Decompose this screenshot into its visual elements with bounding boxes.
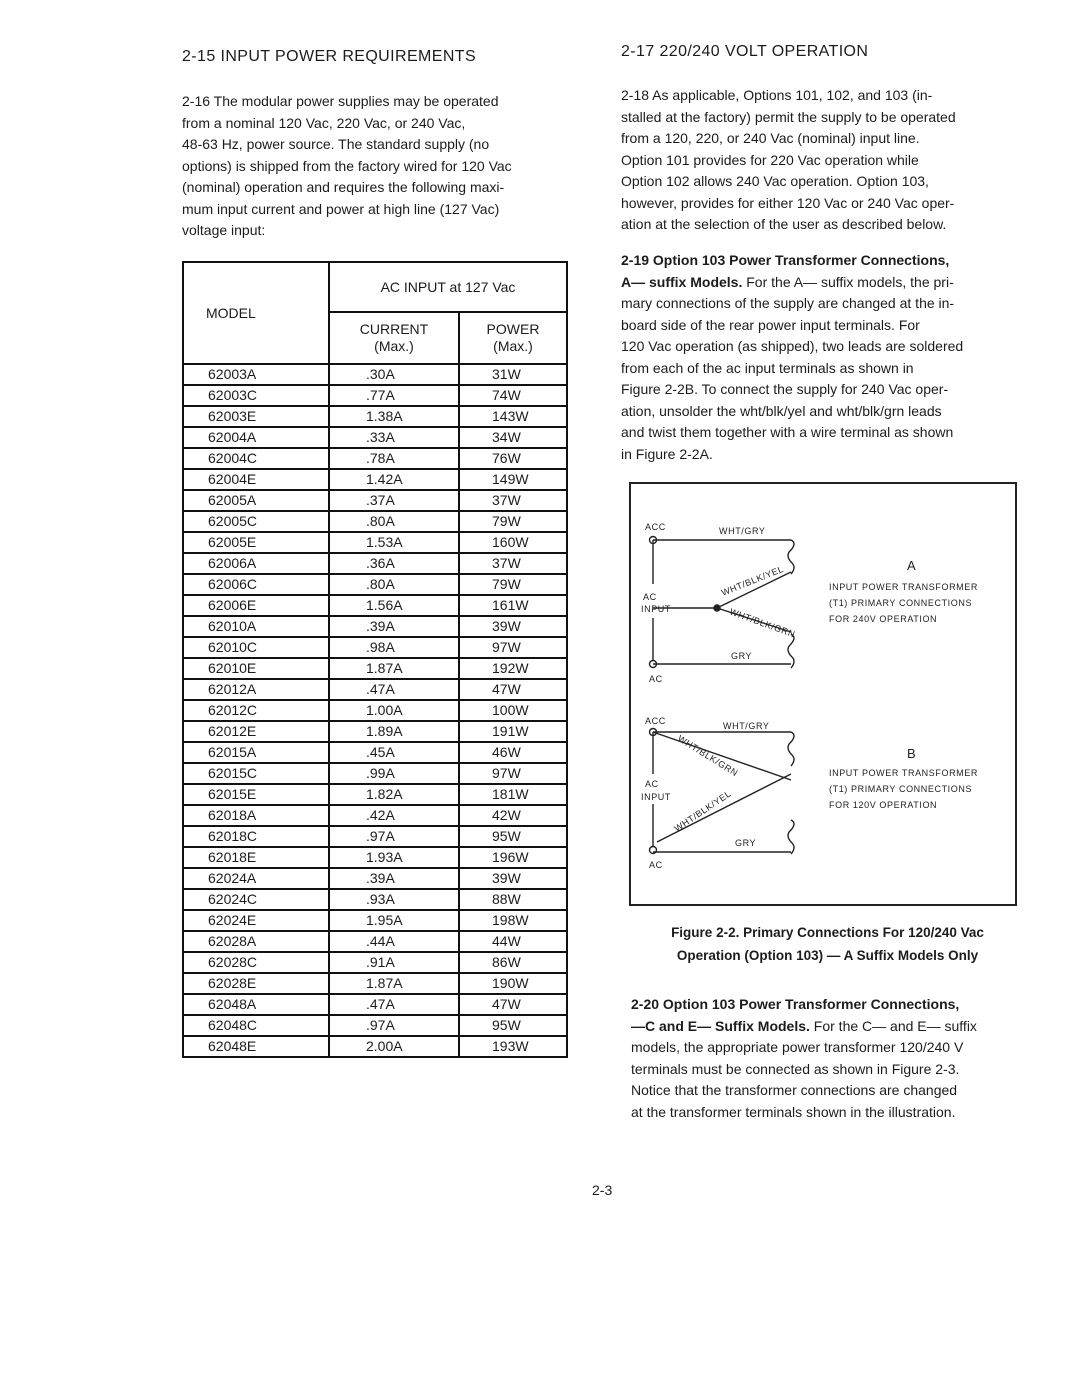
table-row [183, 931, 567, 952]
power-cell: 46W [459, 742, 567, 763]
current-cell: .97A [329, 826, 459, 847]
label-wht-blk-grn-a: WHT/BLK/GRN [728, 606, 797, 640]
model-cell: 62003C [183, 385, 329, 406]
model-cell: 62010E [183, 658, 329, 679]
para-line [621, 250, 1021, 272]
current-cell: .80A [329, 511, 459, 532]
model-cell: 62024A [183, 868, 329, 889]
power-cell: 198W [459, 910, 567, 931]
table-row [183, 700, 567, 721]
power-cell: 95W [459, 1015, 567, 1036]
table-row [183, 385, 567, 406]
power-cell: 192W [459, 658, 567, 679]
model-cell: 62012E [183, 721, 329, 742]
current-cell: .47A [329, 679, 459, 700]
label-desc-b-1: INPUT POWER TRANSFORMER [829, 768, 978, 778]
model-cell: 62004C [183, 448, 329, 469]
paragraph-2-16 [182, 91, 582, 242]
table-row [183, 847, 567, 868]
para-line: from each of the ac input terminals as shown in [621, 359, 914, 376]
page-number: 2-3 [592, 1182, 613, 1198]
table-row [183, 784, 567, 805]
current-cell: .47A [329, 994, 459, 1015]
current-cell: 1.89A [329, 721, 459, 742]
power-label: POWER [486, 321, 540, 337]
power-cell: 149W [459, 469, 567, 490]
label-gry-a: GRY [731, 651, 753, 661]
label-desc-a-1: INPUT POWER TRANSFORMER [829, 582, 978, 592]
power-sub: (Max.) [493, 338, 533, 354]
para-line: Notice that the transformer connections are changed [631, 1082, 958, 1098]
power-cell: 79W [459, 511, 567, 532]
table-row [183, 616, 567, 637]
power-cell: 95W [459, 826, 567, 847]
model-cell: 62006E [183, 595, 329, 616]
para-line: Option 102 allows 240 Vac operation. Option 103, [621, 173, 929, 189]
power-cell: 88W [459, 889, 567, 910]
current-cell: .39A [329, 616, 459, 637]
para-line: 2-16 The modular power supplies may be operated [182, 93, 499, 109]
table-row [183, 553, 567, 574]
para-line: ation, unsolder the wht/blk/yel and wht/blk/grn leads [621, 402, 942, 419]
para-line: stalled at the factory) permit the supply to be operated [621, 108, 956, 125]
table-row [183, 448, 567, 469]
p219-first-rest: For the A— suffix models, the pri- [742, 273, 954, 290]
label-desc-b-2: (T1) PRIMARY CONNECTIONS [829, 784, 973, 794]
label-wht-gry-a: WHT/GRY [719, 526, 766, 536]
current-label: CURRENT [359, 321, 429, 337]
current-cell: 1.53A [329, 532, 459, 553]
table-row [183, 721, 567, 742]
power-cell: 181W [459, 784, 567, 805]
model-cell: 62028C [183, 952, 329, 973]
para-line: board side of the rear power input terminals. For [621, 316, 920, 333]
label-input-b: INPUT [641, 792, 671, 802]
current-cell: 1.95A [329, 910, 459, 931]
current-cell: .33A [329, 427, 459, 448]
model-cell: 62015A [183, 742, 329, 763]
model-cell: 62048A [183, 994, 329, 1015]
power-cell: 191W [459, 721, 567, 742]
table-row [183, 763, 567, 784]
para-line: voltage input: [182, 222, 266, 238]
power-cell: 74W [459, 385, 567, 406]
label-ac-a: AC [643, 592, 657, 602]
model-cell: 62028E [183, 973, 329, 994]
current-cell: .36A [329, 553, 459, 574]
table-row [183, 973, 567, 994]
para-line: 2-18 As applicable, Options 101, 102, and 103 (in- [621, 87, 933, 103]
label-wht-blk-yel-a: WHT/BLK/YEL [720, 563, 786, 598]
current-cell: .91A [329, 952, 459, 973]
model-cell: 62003E [183, 406, 329, 427]
current-cell: 1.87A [329, 973, 459, 994]
power-cell: 37W [459, 553, 567, 574]
p219-subtitle: A— suffix Models. [621, 273, 743, 290]
current-cell: .37A [329, 490, 459, 511]
power-cell: 193W [459, 1036, 567, 1057]
label-wht-blk-grn-b: WHT/BLK/GRN [675, 733, 740, 779]
current-cell: .99A [329, 763, 459, 784]
current-cell: 1.93A [329, 847, 459, 868]
table-row [183, 1036, 567, 1057]
caption-line-2: Operation (Option 103) — A Suffix Models Only [676, 948, 979, 963]
diagram-a [650, 537, 795, 669]
paragraph-2-19 [621, 250, 1021, 465]
power-cell: 100W [459, 700, 567, 721]
para-line: terminals must be connected as shown in Figure 2-3. [631, 1060, 960, 1077]
table-row [183, 679, 567, 700]
para-line [631, 1016, 1031, 1038]
power-cell: 37W [459, 490, 567, 511]
power-cell: 47W [459, 994, 567, 1015]
label-desc-a-2: (T1) PRIMARY CONNECTIONS [829, 598, 973, 608]
table-row [183, 490, 567, 511]
label-desc-a-3: FOR 240V OPERATION [829, 614, 938, 624]
model-cell: 62004A [183, 427, 329, 448]
current-cell: .97A [329, 1015, 459, 1036]
label-letter-a: A [907, 558, 917, 573]
p220-subtitle: —C and E— Suffix Models. [631, 1017, 810, 1034]
power-cell: 161W [459, 595, 567, 616]
input-power-table [182, 261, 568, 1058]
label-ac-bottom-b: AC [649, 860, 663, 870]
label-input-a: INPUT [641, 604, 671, 614]
power-cell: 97W [459, 763, 567, 784]
model-cell: 62015E [183, 784, 329, 805]
current-cell: 1.87A [329, 658, 459, 679]
label-ac-b: AC [645, 779, 659, 789]
p219-title: 2-19 Option 103 Power Transformer Connections, [621, 252, 950, 268]
current-cell: .80A [329, 574, 459, 595]
power-cell: 79W [459, 574, 567, 595]
table-row [183, 469, 567, 490]
model-cell: 62024C [183, 889, 329, 910]
model-cell: 62006A [183, 553, 329, 574]
table-row [183, 658, 567, 679]
model-cell: 62003A [183, 364, 329, 385]
model-cell: 62028A [183, 931, 329, 952]
label-ac-bottom-a: AC [649, 674, 663, 684]
table-row [183, 532, 567, 553]
power-cell: 196W [459, 847, 567, 868]
paragraph-2-18 [621, 85, 1021, 236]
para-line [631, 994, 1031, 1016]
model-cell: 62004E [183, 469, 329, 490]
figure-2-2 [629, 482, 1017, 906]
table-row [183, 826, 567, 847]
power-cell: 86W [459, 952, 567, 973]
para-line: in Figure 2-2A. [621, 445, 713, 462]
model-header: MODEL [183, 262, 329, 364]
table-row [183, 637, 567, 658]
table-row [183, 889, 567, 910]
label-desc-b-3: FOR 120V OPERATION [829, 800, 938, 810]
power-cell: 42W [459, 805, 567, 826]
para-line: Option 101 provides for 220 Vac operation while [621, 151, 919, 168]
table-row [183, 910, 567, 931]
current-cell: .39A [329, 868, 459, 889]
table-row [183, 742, 567, 763]
table-row [183, 364, 567, 385]
para-line: ation at the selection of the user as described below. [621, 216, 947, 232]
model-cell: 62048C [183, 1015, 329, 1036]
power-cell: 143W [459, 406, 567, 427]
current-cell: .77A [329, 385, 459, 406]
current-cell: 1.42A [329, 469, 459, 490]
current-cell: .30A [329, 364, 459, 385]
current-cell: .93A [329, 889, 459, 910]
model-cell: 62012A [183, 679, 329, 700]
current-cell: 2.00A [329, 1036, 459, 1057]
p220-title: 2-20 Option 103 Power Transformer Connections, [631, 996, 960, 1012]
wiring-diagram [631, 484, 1015, 904]
para-line: however, provides for either 120 Vac or 240 Vac oper- [621, 194, 955, 211]
model-cell: 62012C [183, 700, 329, 721]
caption-line-1: Figure 2-2. Primary Connections For 120/240 Vac [671, 925, 984, 940]
label-wht-blk-yel-b: WHT/BLK/YEL [672, 788, 733, 834]
model-cell: 62006C [183, 574, 329, 595]
table-row [183, 406, 567, 427]
section-heading-2-17: 2-17 220/240 VOLT OPERATION [621, 43, 869, 60]
diagram-b-labels [641, 716, 978, 870]
para-line: at the transformer terminals shown in the illustration. [631, 1103, 956, 1120]
p220-first-rest: For the C— and E— suffix [809, 1017, 977, 1034]
table-row [183, 574, 567, 595]
para-line: models, the appropriate power transformer 120/240 V [631, 1039, 964, 1055]
current-cell: .98A [329, 637, 459, 658]
model-cell: 62048E [183, 1036, 329, 1057]
table-row [183, 511, 567, 532]
current-cell: .44A [329, 931, 459, 952]
current-cell: 1.38A [329, 406, 459, 427]
current-cell: 1.56A [329, 595, 459, 616]
table-row [183, 427, 567, 448]
para-line: mum input current and power at high line (127 Vac) [182, 200, 500, 217]
current-header [329, 312, 459, 364]
label-wht-gry-b: WHT/GRY [723, 721, 770, 731]
para-line: and twist them together with a wire terminal as shown [621, 424, 954, 440]
table-row [183, 994, 567, 1015]
para-line: 48-63 Hz, power source. The standard supply (no [182, 136, 490, 152]
current-cell: 1.82A [329, 784, 459, 805]
table-row [183, 868, 567, 889]
power-cell: 44W [459, 931, 567, 952]
para-line: Figure 2-2B. To connect the supply for 240 Vac oper- [621, 381, 949, 397]
current-cell: .42A [329, 805, 459, 826]
paragraph-2-20 [631, 994, 1031, 1123]
power-cell: 76W [459, 448, 567, 469]
section-heading-2-15: 2-15 INPUT POWER REQUIREMENTS [182, 48, 477, 65]
current-cell: .45A [329, 742, 459, 763]
power-cell: 47W [459, 679, 567, 700]
para-line [621, 272, 1021, 294]
para-line: from a 120, 220, or 240 Vac (nominal) input line. [621, 130, 920, 146]
label-gry-b: GRY [735, 838, 757, 848]
power-cell: 97W [459, 637, 567, 658]
power-cell: 34W [459, 427, 567, 448]
table-row [183, 805, 567, 826]
table-row [183, 1015, 567, 1036]
table-row [183, 595, 567, 616]
current-cell: 1.00A [329, 700, 459, 721]
power-cell: 39W [459, 616, 567, 637]
current-sub: (Max.) [374, 338, 414, 354]
model-cell: 62018E [183, 847, 329, 868]
para-line: (nominal) operation and requires the following maxi- [182, 179, 505, 195]
table-row [183, 952, 567, 973]
power-cell: 31W [459, 364, 567, 385]
model-cell: 62015C [183, 763, 329, 784]
power-header [459, 312, 567, 364]
model-cell: 62010A [183, 616, 329, 637]
label-letter-b: B [907, 746, 917, 761]
model-cell: 62024E [183, 910, 329, 931]
diagram-a-labels [641, 522, 978, 684]
label-acc-a: ACC [645, 522, 666, 532]
current-cell: .78A [329, 448, 459, 469]
model-cell: 62005C [183, 511, 329, 532]
model-cell: 62018A [183, 805, 329, 826]
para-line: mary connections of the supply are changed at the in- [621, 295, 955, 311]
power-cell: 190W [459, 973, 567, 994]
power-cell: 160W [459, 532, 567, 553]
model-cell: 62005A [183, 490, 329, 511]
model-cell: 62010C [183, 637, 329, 658]
para-line: from a nominal 120 Vac, 220 Vac, or 240 Vac, [182, 114, 466, 131]
ac-input-header: AC INPUT at 127 Vac [329, 262, 567, 312]
para-line: options) is shipped from the factory wired for 120 Vac [182, 157, 512, 174]
figure-caption [640, 921, 1015, 967]
model-cell: 62018C [183, 826, 329, 847]
label-acc-b: ACC [645, 716, 666, 726]
para-line: 120 Vac operation (as shipped), two leads are soldered [621, 338, 964, 354]
model-cell: 62005E [183, 532, 329, 553]
power-cell: 39W [459, 868, 567, 889]
